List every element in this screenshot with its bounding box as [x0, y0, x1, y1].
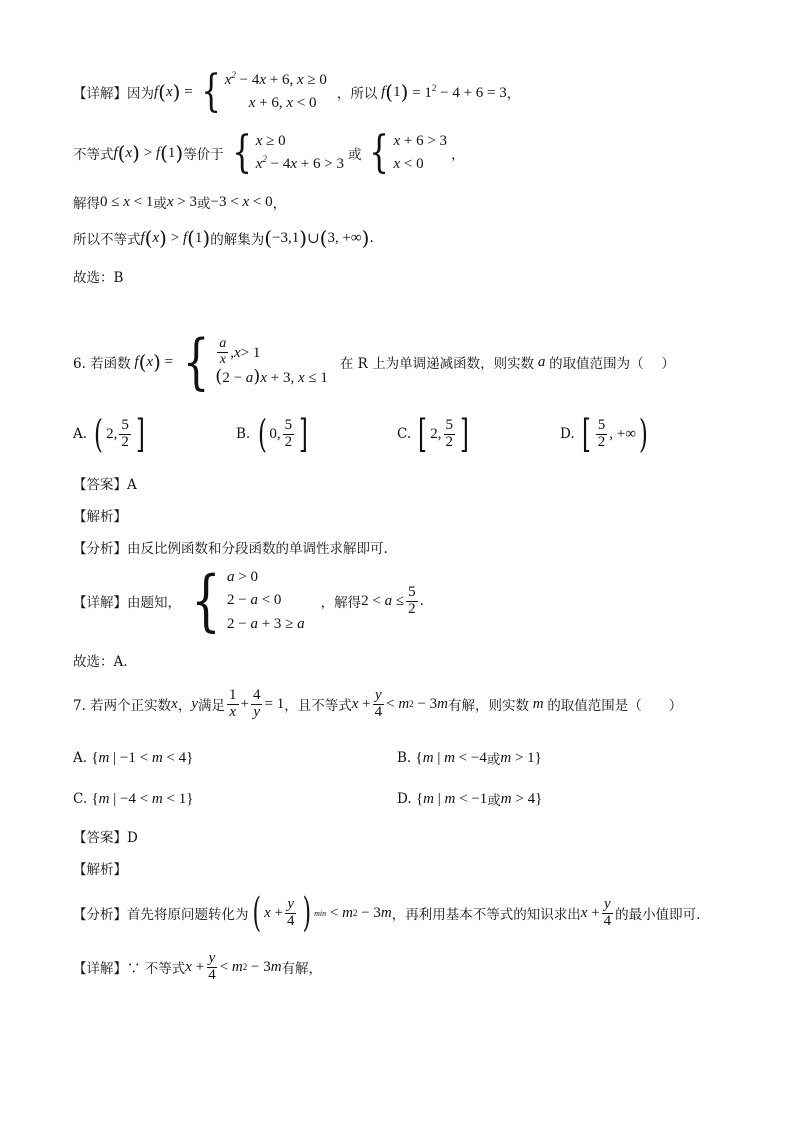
- answer-text: 【答案】D: [73, 830, 138, 846]
- option-label: B.: [397, 750, 412, 766]
- question-text: ，且不等式: [284, 698, 352, 714]
- q6-choose: [73, 650, 128, 670]
- text: 或: [197, 196, 211, 212]
- analysis-text: ，再利用基本不等式的知识求出: [391, 907, 581, 923]
- option-label: A.: [73, 426, 88, 442]
- text: 故选：B: [73, 270, 124, 286]
- option-d[interactable]: D. { m | m < −1 或 m > 4}: [397, 790, 543, 809]
- detail-line-5: [73, 266, 123, 286]
- q6-detail: 【详解】由题知， { a > 0 2 − a < 0 2 − a + 3 ≥ a ，解得 2 < a ≤ $\frac{5}{2}$ .: [73, 562, 424, 639]
- question-text: 的取值范围是（ ）: [547, 698, 683, 714]
- q7-answer: [73, 826, 138, 846]
- text: 所以不等式: [73, 232, 141, 248]
- detail-text: .: [419, 593, 424, 609]
- option-label: B.: [236, 426, 251, 442]
- question-6: 6. 若函数 f ( x ) = { $\frac{a}{x}$ , x > 1 (2 − a)x + 3, x ≤ 1 在 R 上为单调递减函数，则实数 a 的取值范围为（ ）: [73, 327, 675, 397]
- question-text: 在 R 上为单调递减函数，则实数: [339, 356, 535, 372]
- detail-text: 故选：A.: [73, 654, 128, 670]
- text: ，: [506, 86, 521, 102]
- q6-answer: [73, 473, 137, 493]
- text: 或: [153, 196, 167, 212]
- detail-text: ，解得: [320, 595, 362, 611]
- q6-fenxi: [73, 537, 388, 557]
- analysis-text: 的最小值即可.: [615, 907, 701, 923]
- option-b[interactable]: B. { m | m < −4 或 m > 1}: [397, 749, 542, 768]
- text: 【详解】因为: [73, 86, 154, 102]
- question-text: 6. 若函数: [73, 356, 131, 372]
- q7-jiexi: [73, 858, 127, 878]
- section-heading: 【解析】: [73, 509, 127, 525]
- text: 不等式: [73, 147, 114, 163]
- text: ，所以: [336, 86, 378, 102]
- text: 解得: [73, 196, 100, 212]
- analysis-text: 【分析】首先将原问题转化为: [73, 907, 249, 923]
- detail-line-4: 所以不等式 f ( x ) > f ( 1 ) 的解集为 ( −3,1 ) ∪ ( 3, +∞ ) .: [73, 226, 374, 250]
- text: 或: [347, 147, 362, 163]
- option-label: C.: [73, 791, 88, 807]
- option-b[interactable]: B. ( 0, $\frac{5}{2}$ ]: [236, 412, 308, 456]
- text: 等价于: [183, 147, 224, 163]
- option-a[interactable]: A. { m | −1 < m < 4}: [73, 749, 194, 766]
- detail-text: 【详解】由题知，: [73, 595, 181, 611]
- option-c[interactable]: C. [ 2, $\frac{5}{2}$ ]: [397, 412, 469, 456]
- option-c[interactable]: C. { m | −4 < m < 1}: [73, 790, 194, 807]
- subscript-min: min: [314, 908, 327, 918]
- option-label: D.: [560, 426, 575, 442]
- q7-detail: 【详解】∵ 不等式 x + $\frac{y}{4}$ < m 2 − 3 m 有解，: [73, 949, 323, 983]
- question-text: 7. 若两个正实数: [73, 698, 172, 714]
- option-label: D.: [397, 791, 412, 807]
- option-label: A.: [73, 750, 88, 766]
- text: ，: [272, 196, 287, 212]
- piecewise-definition: { $x^2 - 4x + 6$, x ≥ 0 x + 6, x < 0: [200, 66, 327, 117]
- option-text: 或: [487, 793, 501, 809]
- question-text: 的取值范围为（ ）: [549, 356, 675, 372]
- option-d[interactable]: D. [ $\frac{5}{2}$ , +∞ ): [560, 412, 648, 456]
- text: .: [369, 230, 374, 246]
- option-text: 或: [486, 752, 501, 768]
- q7-fenxi: 【分析】首先将原问题转化为 ( x + $\frac{y}{4}$ ) min < m 2 − 3 m ，再利用基本不等式的知识求出 x + $\frac{y}{4}$ 的最小值即可.: [73, 890, 701, 936]
- question-text: 满足: [198, 698, 226, 714]
- option-a[interactable]: A. ( 2, $\frac{5}{2}$ ]: [73, 412, 145, 456]
- detail-line-1: 【详解】因为 f ( x ) = { $x^2 - 4x + 6$, x ≥ 0 x + 6, x < 0 ，所以 f ( 1 ) = $1^2 - 4 + 6 = 3$ ，: [73, 66, 521, 117]
- analysis-text: 【分析】由反比例函数和分段函数的单调性求解即可.: [73, 541, 388, 557]
- detail-text: 有解，: [281, 961, 323, 977]
- detail-line-3: 解得 0 ≤ x < 1 或 x > 3 或 −3 < x < 0 ，: [73, 193, 287, 212]
- text: 的解集为: [210, 232, 265, 248]
- question-text: 有解，则实数: [447, 698, 529, 714]
- q6-jiexi: [73, 505, 127, 525]
- question-text: ，: [177, 698, 192, 714]
- detail-text: 【详解】∵ 不等式: [73, 961, 186, 977]
- option-label: C.: [397, 426, 412, 442]
- section-heading: 【解析】: [73, 862, 127, 878]
- answer-text: 【答案】A: [73, 477, 137, 493]
- detail-line-2: 不等式 f ( x ) > f ( 1 ) 等价于 { x ≥ 0 $x^2 - 4x + 6 > 3$ 或 { x + 6 > 3 x < 0 ，: [73, 127, 465, 178]
- text: ，: [451, 147, 465, 163]
- question-7: 7. 若两个正实数 x ， y 满足 $\frac{1}{x}$ + $\frac{4}{y}$ = 1 ，且不等式 x + $\frac{y}{4}$ < m 2 − 3 m 有解，则实数 m 的取值范围是（ ）: [73, 686, 683, 720]
